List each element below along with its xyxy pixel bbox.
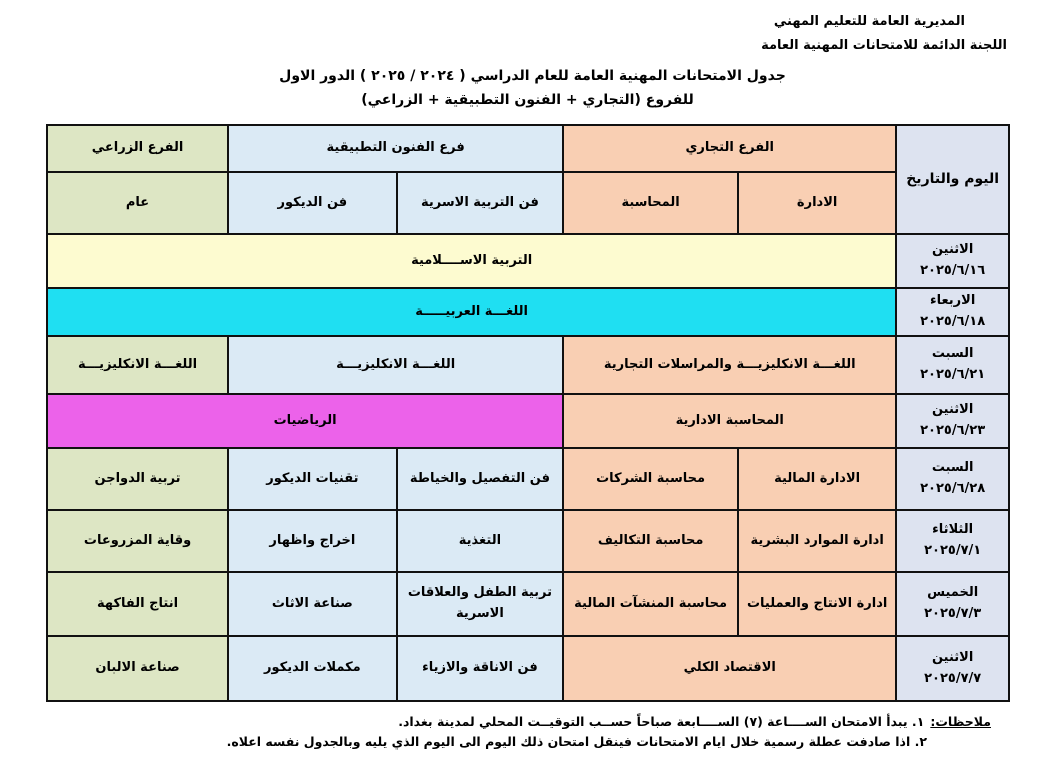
notes-section <box>227 712 991 752</box>
note-text: ٢. اذا صادفت عطلة رسمية خلال ايام الامتحانات فينقل امتحان ذلك اليوم الى اليوم الذي يليه وبالجدول نفسه اعلاه. <box>226 734 927 749</box>
branch-applied-arts-header: فرع الفنون التطبيقية <box>228 125 563 172</box>
day-cell <box>896 572 1009 636</box>
directorate-name: المديرية العامة للتعليم المهني <box>773 14 965 29</box>
exam-date: ٢٠٢٥/٧/٣ <box>924 606 982 621</box>
exam-subject-management: الادارة المالية <box>738 448 896 510</box>
exam-subject-applied-arts: اللغـــة الانكليزيـــة <box>228 336 563 394</box>
exam-date: ٢٠٢٥/٦/٢٣ <box>920 423 986 438</box>
day-name: الخميس <box>927 585 979 601</box>
day-cell <box>896 448 1009 510</box>
exam-subject-family-education: التغذية <box>397 510 564 572</box>
day-date-header: اليوم والتاريخ <box>896 125 1009 234</box>
exam-date: ٢٠٢٥/٦/١٨ <box>920 314 986 329</box>
exam-subject-decor: اخراج واظهار <box>228 510 397 572</box>
day-cell <box>896 510 1009 572</box>
day-name: الاثنين <box>931 242 974 258</box>
exam-date: ٢٠٢٥/٦/٢٨ <box>920 481 986 496</box>
exam-subject-family-education: فن الاناقة والازياء <box>397 636 564 701</box>
exam-schedule-table <box>46 124 1010 702</box>
exam-subject-accounting: محاسبة المنشآت المالية <box>563 572 738 636</box>
day-name: الاثنين <box>931 402 974 418</box>
exam-date: ٢٠٢٥/٦/٢١ <box>920 367 986 382</box>
day-cell <box>896 336 1009 394</box>
note-line-1 <box>227 712 991 732</box>
committee-name: اللجنة الدائمة للامتحانات المهنية العامة <box>761 38 1007 53</box>
branch-agricultural-header: الفرع الزراعي <box>47 125 228 172</box>
schedule-subtitle: للفروع (التجاري + الفنون التطبيقية + الزراعي) <box>361 92 694 108</box>
day-cell <box>896 636 1009 701</box>
day-cell <box>896 288 1009 336</box>
day-name: الاربعاء <box>929 293 976 309</box>
exam-subject-all-branches: اللغـــة العربيـــــة <box>47 288 896 336</box>
day-cell <box>896 234 1009 288</box>
note-line-2 <box>227 732 991 752</box>
exam-subject-general: تربية الدواجن <box>47 448 228 510</box>
exam-subject-management: ادارة الانتاج والعمليات <box>738 572 896 636</box>
spec-accounting-header: المحاسبة <box>563 172 738 234</box>
exam-subject-decor: صناعة الاثاث <box>228 572 397 636</box>
spec-decor-header: فن الديكور <box>228 172 397 234</box>
day-name: الثلاثاء <box>932 522 974 538</box>
exam-subject-agricultural: اللغـــة الانكليزيـــة <box>47 336 228 394</box>
notes-label: ملاحظات: <box>930 714 991 729</box>
exam-subject-accounting: محاسبة التكاليف <box>563 510 738 572</box>
day-name: الاثنين <box>931 649 974 665</box>
exam-subject-management: ادارة الموارد البشرية <box>738 510 896 572</box>
branch-commercial-header: الفرع التجاري <box>563 125 896 172</box>
exam-date: ٢٠٢٥/٦/١٦ <box>920 263 986 278</box>
exam-subject-decor: مكملات الديكور <box>228 636 397 701</box>
exam-subject-family-education: فن التفصيل والخياطة <box>397 448 564 510</box>
exam-subject-accounting: محاسبة الشركات <box>563 448 738 510</box>
exam-date: ٢٠٢٥/٧/٧ <box>924 670 982 686</box>
exam-subject-general: وقاية المزروعات <box>47 510 228 572</box>
exam-subject-decor: تقنيات الديكور <box>228 448 397 510</box>
day-name: السبت <box>931 460 974 476</box>
spec-family-education-header: فن التربية الاسرية <box>397 172 564 234</box>
exam-subject-commercial: المحاسبة الادارية <box>563 394 896 448</box>
note-text: ١. يبدأ الامتحان الســــاعة (٧) الســــابعة صباحاً حســب التوقيــت المحلي لمدينة بغداد. <box>398 714 925 729</box>
spec-management-header: الادارة <box>738 172 896 234</box>
exam-subject-general: انتاج الفاكهة <box>47 572 228 636</box>
schedule-title: جدول الامتحانات المهنية العامة للعام الدراسي ( ٢٠٢٤ / ٢٠٢٥ ) الدور الاول <box>279 68 786 84</box>
spec-general-header: عام <box>47 172 228 234</box>
exam-subject-arts-agricultural: الرياضيات <box>47 394 563 448</box>
exam-subject-family-education: تربية الطفل والعلاقات الاسرية <box>397 572 564 636</box>
exam-subject-general: صناعة الالبان <box>47 636 228 701</box>
exam-subject-commercial: الاقتصاد الكلي <box>563 636 896 701</box>
day-name: السبت <box>931 346 974 362</box>
exam-date: ٢٠٢٥/٧/١ <box>924 543 982 558</box>
exam-subject-all-branches: التربية الاســــلامية <box>47 234 896 288</box>
exam-subject-commercial: اللغـــة الانكليزيـــة والمراسلات التجارية <box>563 336 896 394</box>
day-cell <box>896 394 1009 448</box>
